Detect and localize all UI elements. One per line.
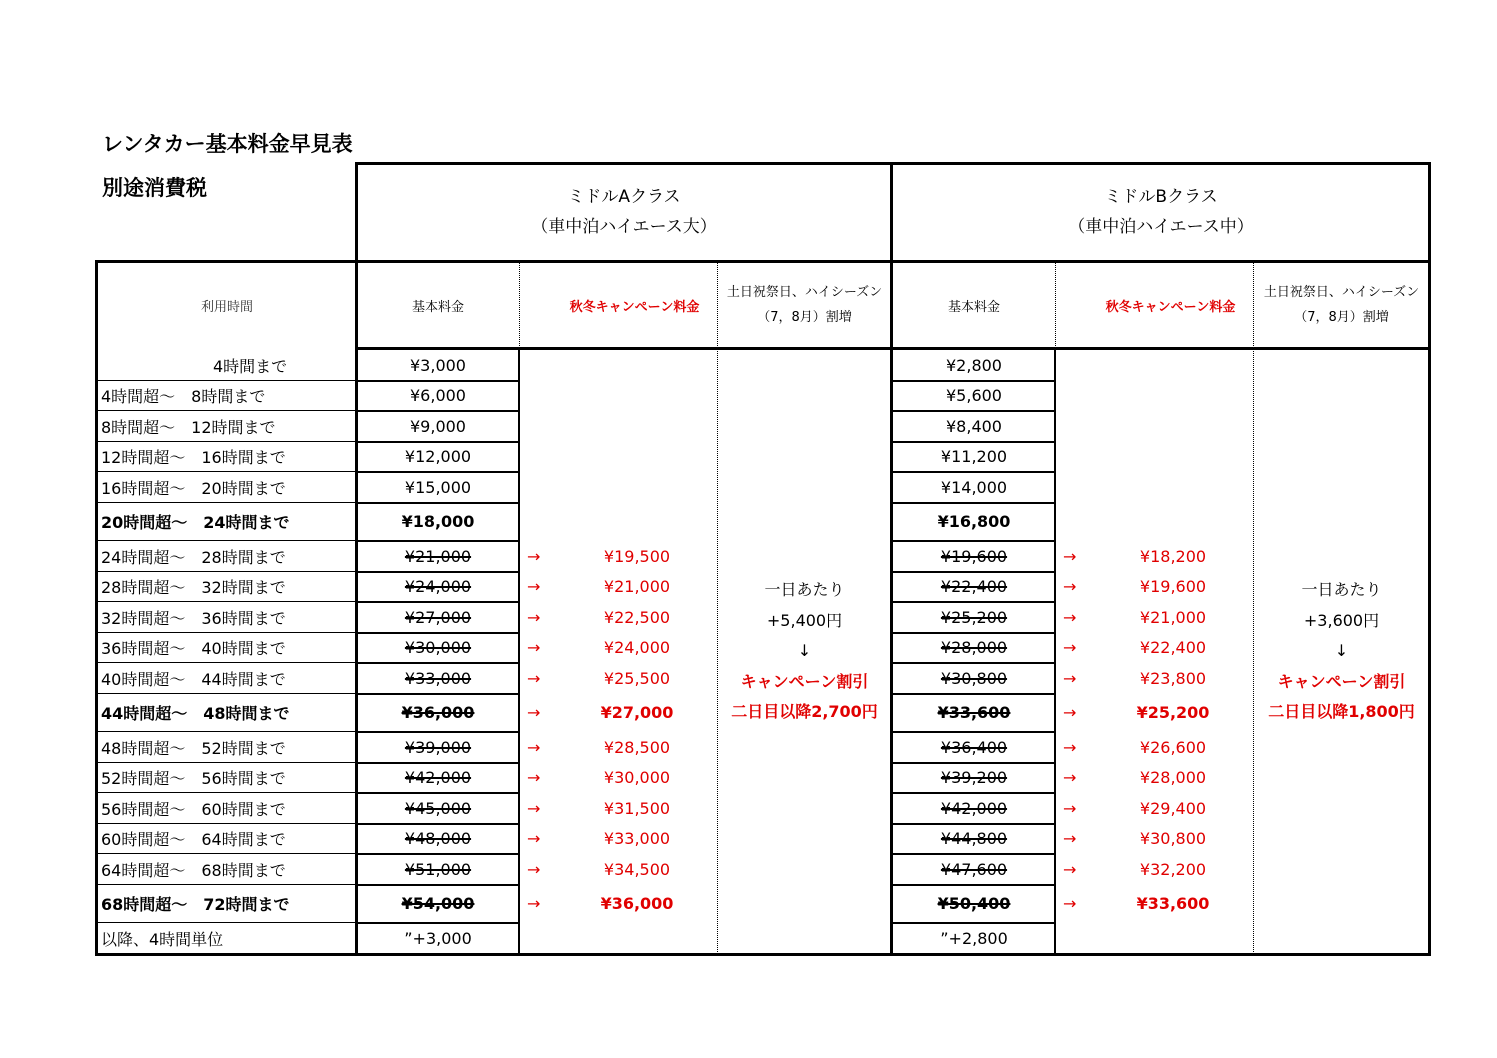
class-a-name: ミドルAクラス bbox=[567, 187, 681, 207]
row-label: 以降、4時間単位 bbox=[101, 930, 224, 949]
b-arrow-icon: → bbox=[1063, 829, 1077, 848]
a-campaign-price: ¥19,500 bbox=[603, 546, 671, 566]
b-base-price: ¥14,000 bbox=[940, 477, 1008, 497]
b-base-price: ¥22,400 bbox=[940, 577, 1008, 596]
row-label: 44時間超～ 48時間まで bbox=[101, 704, 290, 723]
class-b-sub: （車中泊ハイエース中） bbox=[1068, 217, 1254, 237]
b-campaign-price: ¥32,200 bbox=[1139, 859, 1207, 879]
header-a-campaign: 秋冬キャンペーン料金 bbox=[569, 299, 700, 315]
a-base-price: ¥21,000 bbox=[404, 546, 472, 566]
b-campaign-price: ¥29,400 bbox=[1139, 798, 1207, 818]
page-title: レンタカー基本料金早見表 bbox=[102, 132, 353, 156]
a-campaign-price: ¥36,000 bbox=[600, 894, 674, 913]
b-base-price: ¥47,600 bbox=[940, 859, 1008, 879]
row-label: 60時間超～ 64時間まで bbox=[101, 830, 286, 849]
b-arrow-icon: → bbox=[1063, 798, 1077, 818]
a-base-price: ¥36,000 bbox=[401, 703, 475, 722]
b-base-price: ¥11,200 bbox=[940, 447, 1008, 466]
a-arrow-icon: → bbox=[527, 798, 541, 818]
frame-left bbox=[95, 260, 98, 955]
a-base-price: ¥9,000 bbox=[410, 416, 466, 436]
a-campaign-price: ¥31,500 bbox=[603, 798, 671, 818]
dot-a1-header bbox=[519, 262, 520, 348]
row-label: 16時間超～ 20時間まで bbox=[101, 478, 286, 498]
a-base-price: ¥51,000 bbox=[404, 859, 472, 879]
note-a-line1: 一日あたり bbox=[764, 580, 845, 599]
row-label: 28時間超～ 32時間まで bbox=[101, 578, 286, 597]
a-base-price: ¥39,000 bbox=[404, 737, 472, 757]
b-campaign-price: ¥19,600 bbox=[1139, 577, 1207, 596]
b-campaign-price: ¥30,800 bbox=[1139, 829, 1207, 848]
b-arrow-icon: → bbox=[1063, 859, 1077, 879]
a-arrow-icon: → bbox=[527, 577, 541, 596]
a-base-price: ¥48,000 bbox=[404, 829, 472, 848]
row-label: 4時間まで bbox=[213, 356, 288, 376]
header-a-surcharge: 土日祝祭日、ハイシーズン（7，8月）割増 bbox=[726, 285, 883, 325]
a-campaign-price: ¥30,000 bbox=[603, 768, 671, 787]
a-campaign-price: ¥28,500 bbox=[603, 737, 671, 757]
row-label: 40時間超～ 44時間まで bbox=[101, 669, 286, 689]
dot-b1-header bbox=[1055, 262, 1056, 348]
b-arrow-icon: → bbox=[1063, 577, 1077, 596]
b-arrow-icon: → bbox=[1063, 668, 1077, 688]
a-base-price: ¥42,000 bbox=[404, 768, 472, 787]
a-base-price: ¥24,000 bbox=[404, 577, 472, 596]
a-arrow-icon: → bbox=[527, 829, 541, 848]
b-base-price: ¥2,800 bbox=[946, 355, 1002, 375]
b-arrow-icon: → bbox=[1063, 638, 1077, 657]
a-base-price: ¥45,000 bbox=[404, 798, 472, 818]
b-arrow-icon: → bbox=[1063, 607, 1077, 627]
b-base-price: ¥33,600 bbox=[937, 703, 1011, 722]
b-base-price: ¥36,400 bbox=[940, 737, 1008, 757]
b-campaign-price: ¥23,800 bbox=[1139, 668, 1207, 688]
b-arrow-icon: → bbox=[1063, 703, 1077, 722]
note-b-line1: 一日あたり bbox=[1301, 580, 1382, 599]
b-base-price: ¥39,200 bbox=[940, 768, 1008, 787]
dot-b2 bbox=[1253, 262, 1254, 954]
dot-b1 bbox=[1055, 349, 1056, 954]
a-base-price: ”+3,000 bbox=[404, 929, 472, 948]
note-b-arrow: ↓ bbox=[1334, 641, 1349, 660]
a-arrow-icon: → bbox=[527, 607, 541, 627]
a-base-price: ¥54,000 bbox=[401, 894, 475, 913]
b-campaign-price: ¥21,000 bbox=[1139, 607, 1207, 627]
a-base-price: ¥12,000 bbox=[404, 447, 472, 466]
a-base-price: ¥33,000 bbox=[404, 668, 472, 688]
note-a-line2: +5,400円 bbox=[766, 610, 843, 630]
class-a-header bbox=[357, 182, 891, 242]
note-b-line4: キャンペーン割引 bbox=[1277, 671, 1406, 691]
row-label: 4時間超～ 8時間まで bbox=[101, 387, 266, 406]
a-campaign-price: ¥25,500 bbox=[603, 668, 671, 688]
a-arrow-icon: → bbox=[527, 638, 541, 657]
row-label: 12時間超～ 16時間まで bbox=[101, 448, 286, 467]
header-a-base: 基本料金 bbox=[411, 299, 464, 315]
a-base-price: ¥30,000 bbox=[404, 638, 472, 657]
a-campaign-price: ¥24,000 bbox=[603, 638, 671, 657]
row-label: 24時間超～ 28時間まで bbox=[101, 547, 286, 567]
page-subtitle: 別途消費税 bbox=[102, 176, 207, 200]
b-base-price: ¥42,000 bbox=[940, 798, 1008, 818]
b-arrow-icon: → bbox=[1063, 546, 1077, 566]
note-a-line4: キャンペーン割引 bbox=[740, 671, 869, 691]
b-campaign-price: ¥28,000 bbox=[1139, 768, 1207, 787]
header-usage-time: 利用時間 bbox=[200, 299, 253, 315]
class-a-sub: （車中泊ハイエース大） bbox=[531, 217, 717, 237]
b-base-price: ¥8,400 bbox=[946, 416, 1002, 436]
a-campaign-price: ¥22,500 bbox=[603, 607, 671, 627]
row-label: 56時間超～ 60時間まで bbox=[101, 799, 286, 819]
a-arrow-icon: → bbox=[527, 894, 541, 913]
b-base-price: ¥28,000 bbox=[940, 638, 1008, 657]
dot-a1 bbox=[519, 349, 520, 954]
b-base-price: ¥25,200 bbox=[940, 607, 1008, 627]
b-base-price: ¥30,800 bbox=[940, 668, 1008, 688]
a-arrow-icon: → bbox=[527, 668, 541, 688]
a-base-price: ¥27,000 bbox=[404, 607, 472, 627]
note-b-line2: +3,600円 bbox=[1303, 610, 1380, 630]
class-b-header bbox=[893, 182, 1429, 242]
a-arrow-icon: → bbox=[527, 768, 541, 787]
note-a-arrow: ↓ bbox=[797, 641, 812, 660]
a-arrow-icon: → bbox=[527, 859, 541, 879]
a-arrow-icon: → bbox=[527, 737, 541, 757]
dot-a2 bbox=[717, 262, 718, 954]
header-b-base: 基本料金 bbox=[947, 299, 1000, 315]
row-label: 36時間超～ 40時間まで bbox=[101, 639, 286, 658]
a-campaign-price: ¥21,000 bbox=[603, 577, 671, 596]
row-label: 68時間超～ 72時間まで bbox=[101, 895, 290, 914]
note-a bbox=[718, 575, 891, 728]
b-campaign-price: ¥18,200 bbox=[1139, 546, 1207, 566]
row-label: 64時間超～ 68時間まで bbox=[101, 860, 286, 880]
a-base-price: ¥18,000 bbox=[401, 512, 475, 531]
frame-header-top bbox=[95, 260, 1430, 263]
note-b bbox=[1254, 575, 1429, 728]
a-base-price: ¥15,000 bbox=[404, 477, 472, 497]
b-campaign-price: ¥22,400 bbox=[1139, 638, 1207, 657]
b-arrow-icon: → bbox=[1063, 737, 1077, 757]
a-base-price: ¥3,000 bbox=[410, 355, 466, 375]
row-label: 48時間超～ 52時間まで bbox=[101, 738, 286, 758]
a-arrow-icon: → bbox=[527, 703, 541, 722]
a-campaign-price: ¥34,500 bbox=[603, 859, 671, 879]
note-a-line5: 二日目以降2,700円 bbox=[731, 702, 878, 721]
b-base-price: ¥16,800 bbox=[937, 512, 1011, 531]
b-base-price: ¥50,400 bbox=[937, 894, 1011, 913]
a-campaign-price: ¥27,000 bbox=[600, 703, 674, 722]
b-campaign-price: ¥26,600 bbox=[1139, 737, 1207, 757]
b-campaign-price: ¥25,200 bbox=[1136, 703, 1210, 722]
class-b-name: ミドルBクラス bbox=[1104, 187, 1218, 207]
header-b-surcharge: 土日祝祭日、ハイシーズン（7，8月）割増 bbox=[1263, 285, 1420, 325]
b-base-price: ¥5,600 bbox=[946, 386, 1002, 405]
a-base-price: ¥6,000 bbox=[410, 386, 466, 405]
b-arrow-icon: → bbox=[1063, 768, 1077, 787]
b-base-price: ¥44,800 bbox=[940, 829, 1008, 848]
row-label: 20時間超～ 24時間まで bbox=[101, 513, 290, 532]
row-label: 32時間超～ 36時間まで bbox=[101, 608, 286, 628]
b-base-price: ¥19,600 bbox=[940, 546, 1008, 566]
b-arrow-icon: → bbox=[1063, 894, 1077, 913]
header-b-campaign: 秋冬キャンペーン料金 bbox=[1105, 299, 1236, 315]
frame-right bbox=[1428, 162, 1431, 955]
a-campaign-price: ¥33,000 bbox=[603, 829, 671, 848]
row-label: 8時間超～ 12時間まで bbox=[101, 417, 276, 437]
row-label: 52時間超～ 56時間まで bbox=[101, 769, 286, 788]
b-campaign-price: ¥33,600 bbox=[1136, 894, 1210, 913]
a-arrow-icon: → bbox=[527, 546, 541, 566]
b-base-price: ”+2,800 bbox=[940, 929, 1008, 948]
note-b-line5: 二日目以降1,800円 bbox=[1268, 702, 1415, 721]
